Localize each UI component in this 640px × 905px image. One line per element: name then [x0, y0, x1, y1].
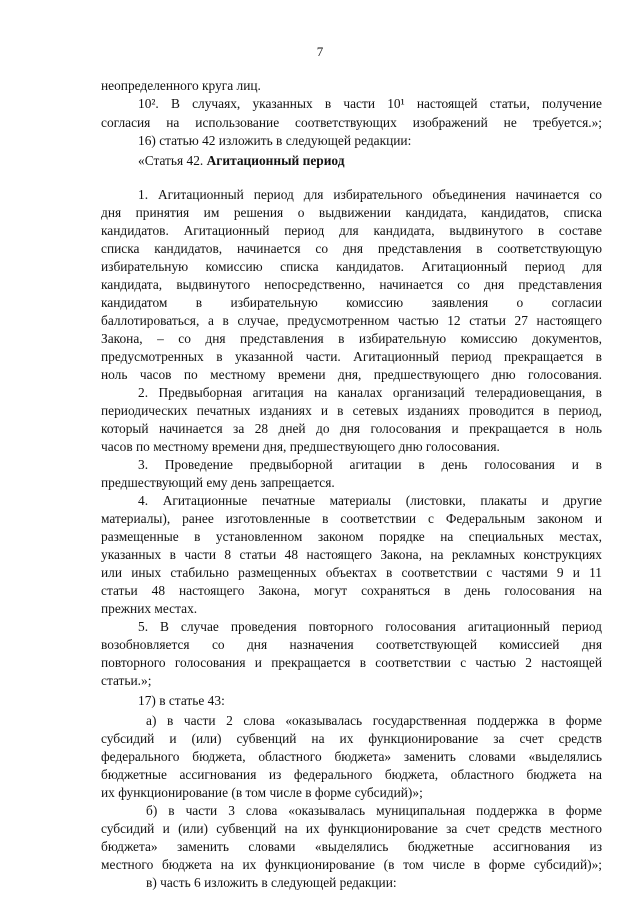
text-line: кандидатов. Агитационный период для кандидата, выдвинутого в составе	[101, 223, 602, 238]
article-title	[138, 152, 602, 169]
text-line: местного бюджета на их функционирование (в том числе в форме субсидий)»;	[101, 857, 602, 872]
text-line: материалы), ранее изготовленные в соответствии с Федеральным законом и	[101, 511, 602, 526]
text-line: Закона, – со дня представления в избирательную комиссию документов,	[101, 331, 602, 346]
text-line: периодических печатных изданиях и в сетевых изданиях проводится в период,	[101, 403, 602, 418]
text-line: субсидий и (или) субвенций на их функционирование за счет средств	[101, 731, 602, 746]
text-line: федерального бюджета, областного бюджета» заменить словами «выделялись	[101, 749, 602, 764]
text-line: указанных в части 8 статьи 48 настоящего Закона, на рекламных конструкциях	[101, 547, 602, 562]
text-line: кандидатом в избирательную комиссию заявления о согласии	[101, 295, 602, 310]
text-line: прежних местах.	[101, 601, 198, 616]
text-line: 16) статью 42 изложить в следующей редакции:	[138, 133, 412, 148]
text-line: или иных стабильно размещенных объектах в соответствии с частями 9 и 11	[101, 565, 602, 580]
text-line: возобновляется со дня назначения соответствующей комиссией дня	[101, 637, 602, 652]
text-line: неопределенного круга лиц.	[101, 78, 261, 93]
text-line: 10². В случаях, указанных в части 10¹ настоящей статьи, получение	[138, 96, 602, 111]
text-line: 1. Агитационный период для избирательного объединения начинается со	[138, 187, 602, 202]
text-line: 2. Предвыборная агитация на каналах организаций телерадиовещания, в	[138, 385, 602, 400]
text-line: предшествующий ему день запрещается.	[101, 475, 335, 490]
text-line: кандидата, выдвинутого непосредственно, начинается со дня представления	[101, 277, 602, 292]
text-line: который начинается за 28 дней до дня голосования и прекращается в ноль	[101, 421, 602, 436]
text-line: субсидий и (или) субвенций на их функционирование за счет средств местного	[101, 821, 602, 836]
text-line: 3. Проведение предвыборной агитации в день голосования и в	[138, 457, 602, 472]
text-line: согласия на использование соответствующих изображений не требуется.»;	[101, 115, 602, 130]
text-line: предусмотренных в указанной части. Агитационный период прекращается в	[101, 349, 602, 364]
text-line: бюджета» заменить словами «выделялись бюджетные ассигнования из	[101, 839, 602, 854]
text-line: б) в части 3 слова «оказывалась муниципальная поддержка в форме	[146, 803, 602, 818]
text-line: списка кандидатов, начинается со дня представления в соответствующую	[101, 241, 602, 256]
text-line: их функционирование (в том числе в форме субсидий)»;	[101, 785, 423, 800]
text-line: размещенные в установленном законом порядке на специальных местах,	[101, 529, 602, 544]
text-line: бюджетные ассигнования из федерального бюджета, областного бюджета на	[101, 767, 602, 782]
text-line: повторного голосования и прекращается в соответствии с частью 2 настоящей	[101, 655, 602, 670]
text-line: статьи 48 настоящего Закона, могут сохраняться в день голосования на	[101, 583, 602, 598]
article-title-plain: «Статья 42.	[138, 153, 207, 168]
text-line: ноль часов по местному времени дня, предшествующего дню голосования.	[101, 367, 602, 382]
text-line: статьи.»;	[101, 673, 152, 688]
article-title-bold: Агитационный период	[206, 153, 345, 168]
text-line: часов по местному времени дня, предшествующего дню голосования.	[101, 439, 500, 454]
text-line: 17) в статье 43:	[138, 693, 225, 708]
text-line: в) часть 6 изложить в следующей редакции:	[146, 875, 397, 890]
text-line: а) в части 2 слова «оказывалась государственная поддержка в форме	[146, 713, 602, 728]
text-line: 4. Агитационные печатные материалы (листовки, плакаты и другие	[138, 493, 602, 508]
text-line: 5. В случае проведения повторного голосования агитационный период	[138, 619, 602, 634]
page-number: 7	[316, 44, 324, 59]
text-line: избирательную комиссию списка кандидатов. Агитационный период для	[101, 259, 602, 274]
text-line: баллотироваться, а в случае, предусмотренном частью 12 статьи 27 настоящего	[101, 313, 602, 328]
text-line: дня принятия им решения о выдвижении кандидата, кандидатов, списка	[101, 205, 602, 220]
